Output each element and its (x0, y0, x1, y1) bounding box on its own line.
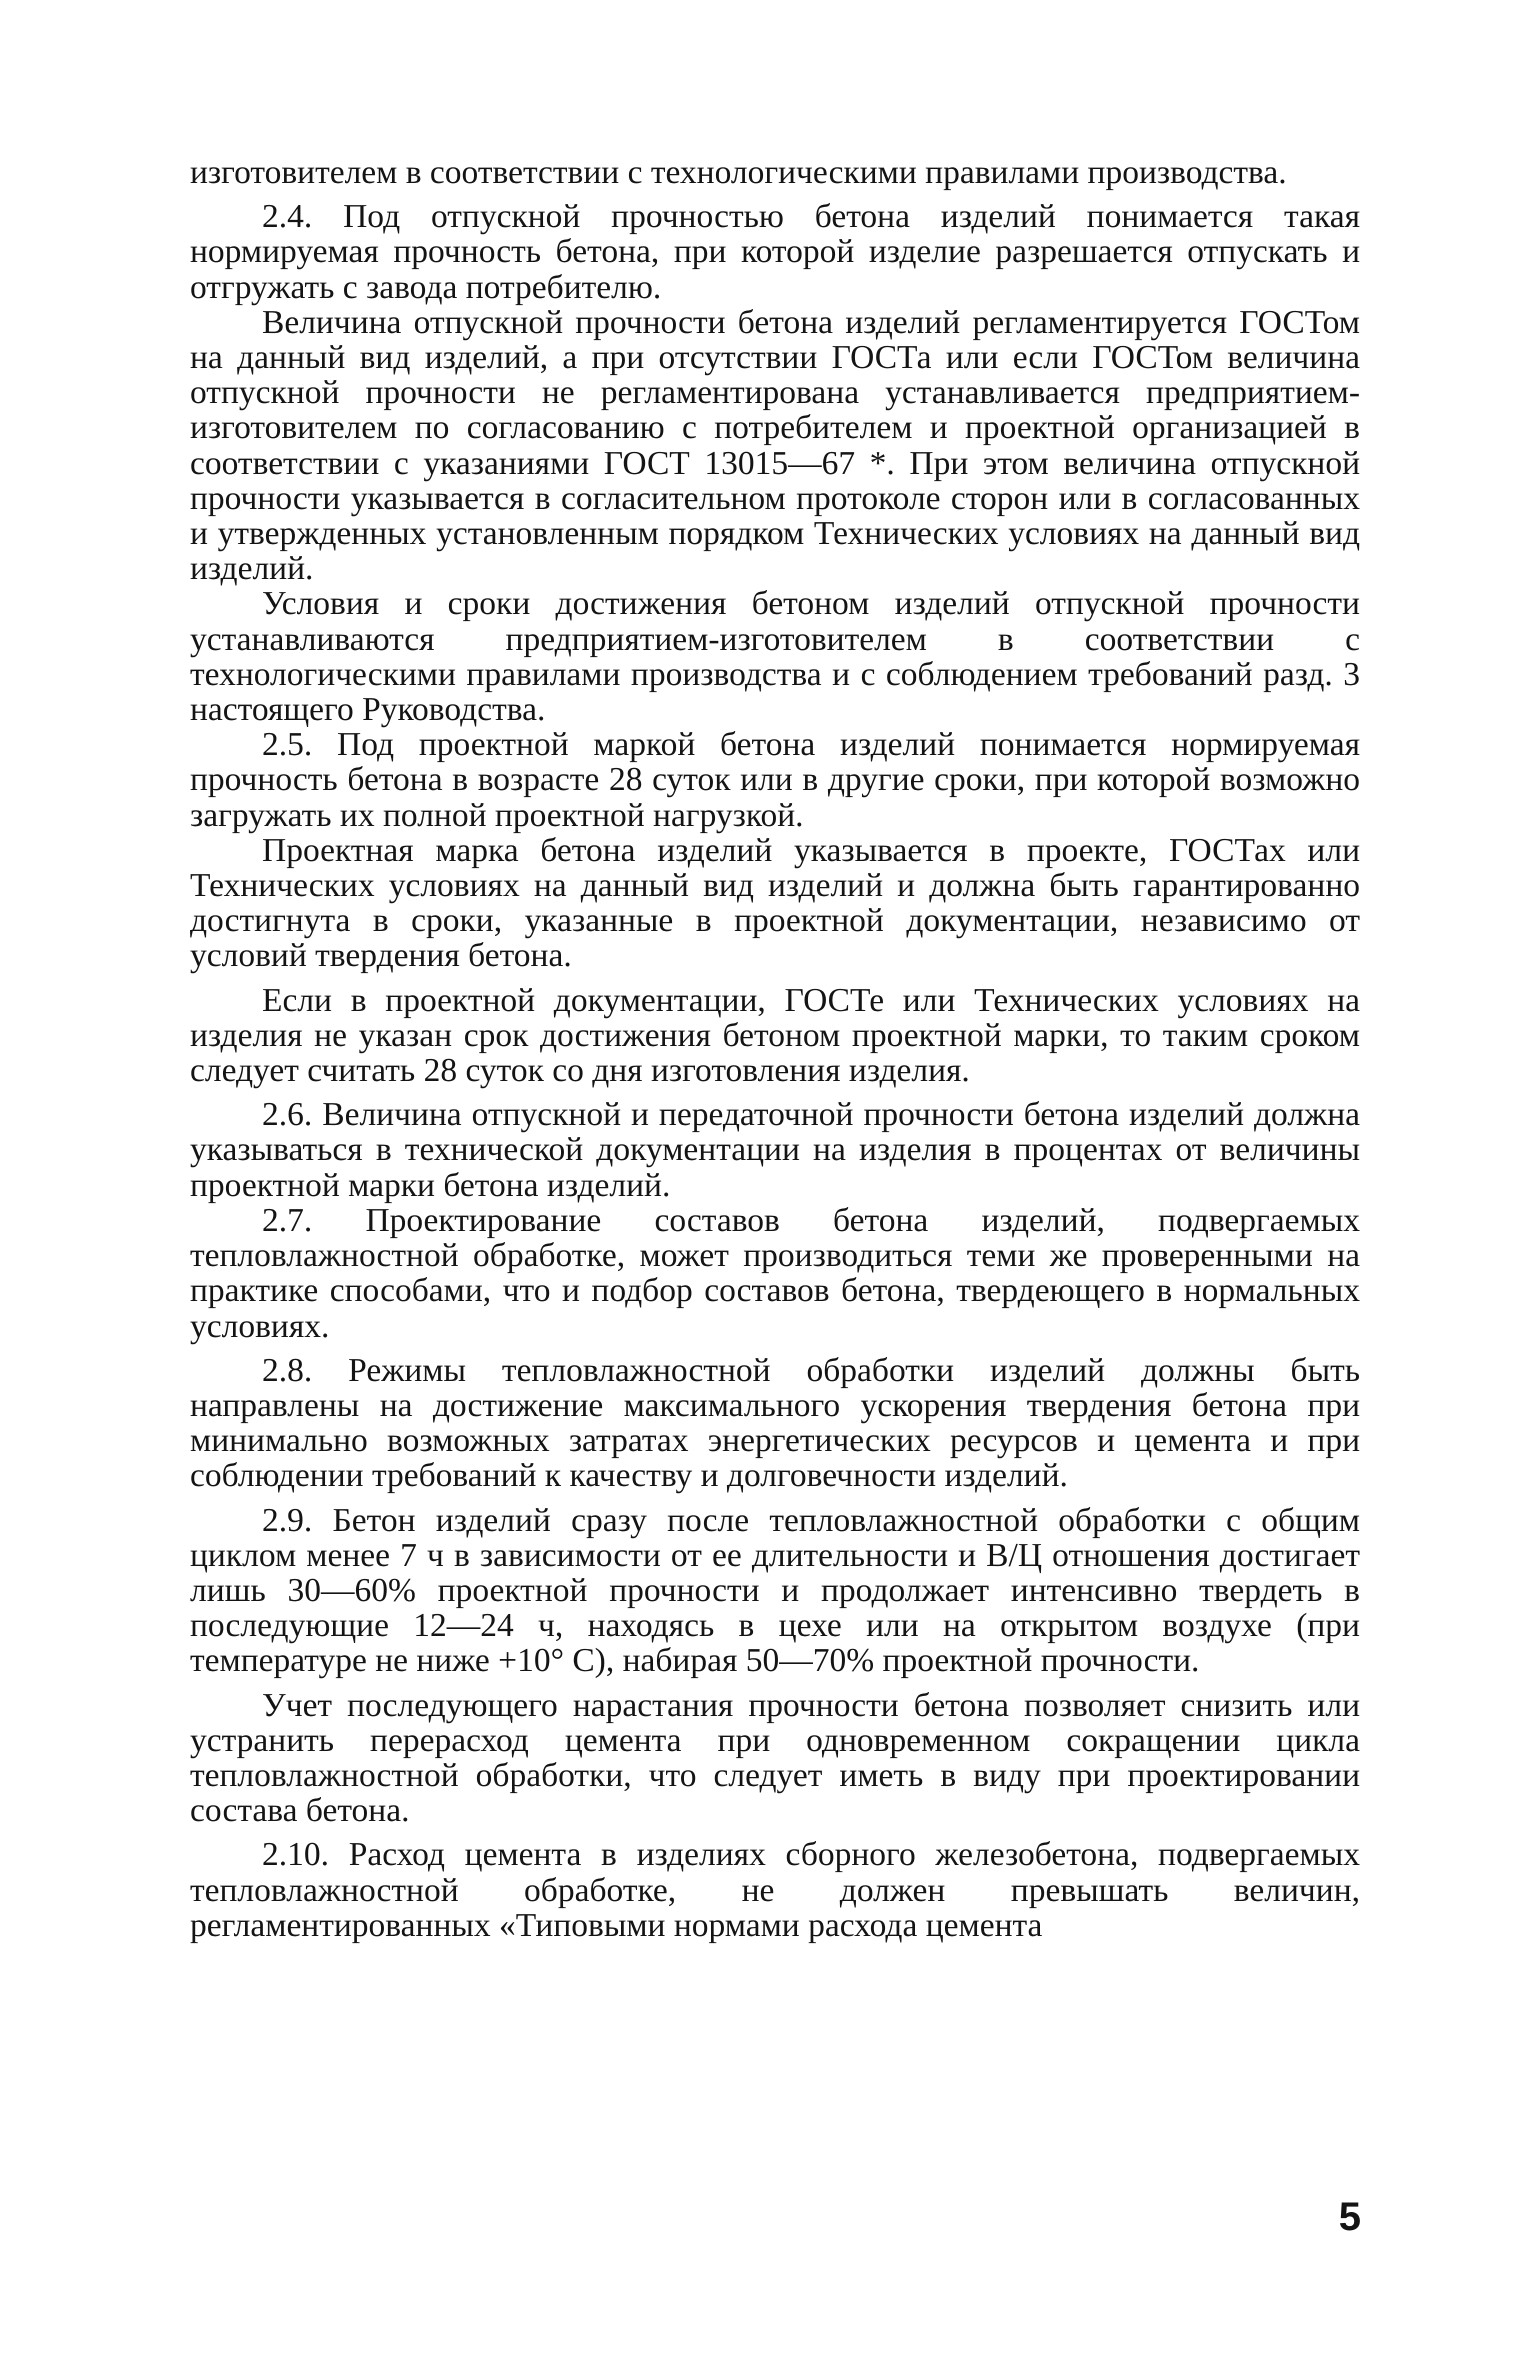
paragraph-2-10: 2.10. Расход цемента в изделиях сборного железобетона, подвергаемых тепловлажностной обработке, не должен превышать величин, регламентированных «Типовыми нормами расхода цемента (190, 1836, 1360, 1944)
paragraph-design-grade: Проектная марка бетона изделий указывается в проекте, ГОСТах или Технических условиях на данный вид изделий и должна быть гарантированно достигнута в сроки, указанные в проектной документации, независимо от условий твердения бетона. (190, 831, 1360, 975)
paragraph-2-4: 2.4. Под отпускной прочностью бетона изделий понимается такая нормируемая прочность бетона, при которой изделие разрешается отпускать и отгружать с завода потребителю. (190, 198, 1360, 306)
paragraph-number: 2.5. (262, 726, 313, 764)
paragraph-2-5: 2.5. Под проектной маркой бетона изделий понимается нормируемая прочность бетона в возрасте 28 суток или в другие сроки, при которой возможно загружать их полной проектной нагрузкой. (190, 726, 1361, 834)
paragraph-design-grade-term: Если в проектной документации, ГОСТе или Технических условиях на изделия не указан срок достижения бетоном проектной марки, то таким сроком следует считать 28 суток со дня изготовления изделия. (190, 981, 1360, 1090)
paragraph-release-strength-terms: Условия и сроки достижения бетоном изделий отпускной прочности устанавливаются предприятием-изготовителем в соответствии с технологическими правилами производства и с соблюдением требований разд. 3 настоящего Руководства. (190, 585, 1360, 729)
paragraph-2-8: 2.8. Режимы тепловлажностной обработки изделий должны быть направлены на достижение максимального ускорения твердения бетона при минимально возможных затратах энергетических ресурсов и цемента и при соблюдении требований к качеству и долговечности изделий. (190, 1351, 1361, 1495)
paragraph-continuation: изготовителем в соответствии с технологическими правилами производства. (190, 154, 1287, 191)
paragraph-number: 2.7. (262, 1201, 313, 1239)
paragraph-number: 2.4. (262, 198, 313, 236)
paragraph-2-6: 2.6. Величина отпускной и передаточной прочности бетона изделий должна указываться в технической документации на изделия в процентах от величины проектной марки бетона изделий. (190, 1096, 1361, 1204)
document-page (190, 155, 1360, 1943)
paragraph-release-strength-value: Величина отпускной прочности бетона изделий регламентируется ГОСТом на данный вид изделий, а при отсутствии ГОСТа или если ГОСТом величина отпускной прочности не регламентирована устанавливается предприятием-изготовителем по согласованию с потребителем и проектной организацией в соответствии с указаниями ГОСТ 13015—67 *. При этом величина отпускной прочности указывается в согласительном протоколе сторон или в согласованных и утвержденных установленным порядком Технических условиях на данный вид изделий. (190, 303, 1360, 588)
paragraph-2-9: 2.9. Бетон изделий сразу после тепловлажностной обработки с общим циклом менее 7 ч в зависимости от ее длительности и В/Ц отношения достигает лишь 30—60% проектной прочности и продолжает интенсивно твердеть в последующие 12—24 ч, находясь в цехе или на открытом воздухе (при температуре не ниже +10° С), набирая 50—70% проектной прочности. (190, 1501, 1361, 1680)
paragraph-2-7: 2.7. Проектирование составов бетона изделий, подвергаемых тепловлажностной обработке, может производиться теми же проверенными на практике способами, что и подбор составов бетона, твердеющего в нормальных условиях. (190, 1201, 1360, 1345)
paragraph-number: 2.10. (262, 1836, 329, 1874)
paragraph-number: 2.9. (262, 1501, 313, 1539)
paragraph-number: 2.6. (262, 1096, 313, 1134)
paragraph-number: 2.8. (262, 1351, 313, 1389)
page-number: 5 (1338, 2195, 1361, 2239)
paragraph-cement-savings: Учет последующего нарастания прочности бетона позволяет снизить или устранить перерасход цемента при одновременном сокращении цикла тепловлажностной обработки, что следует иметь в виду при проектировании состава бетона. (190, 1686, 1360, 1830)
